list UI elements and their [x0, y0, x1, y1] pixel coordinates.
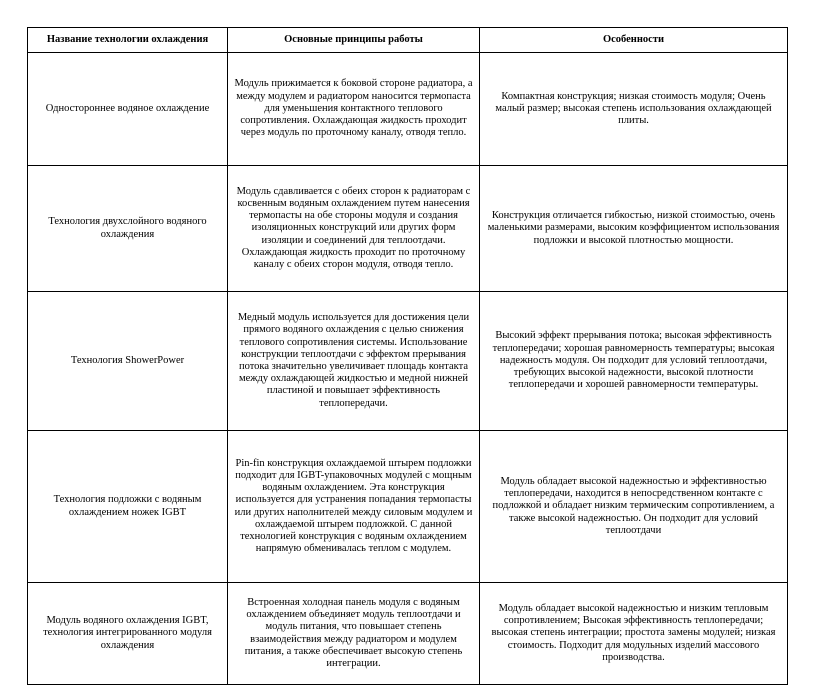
principle-cell: Модуль сдавливается с обеих сторон к радиаторам с косвенным водяным охлаждением путем нанесения термопасты на обе стороны модуля и создания изоляционных конструкций или других форм изоляции и соединений для теплоотдачи. Охлаждающая жидкость проходит по проточному каналу с обеих сторон модуля, отводя тепло. — [228, 166, 480, 292]
principle-cell: Встроенная холодная панель модуля с водяным охлаждением объединяет модуль теплоотдачи и модуль питания, что повышает степень взаимодействия между радиатором и модулем питания, а также обеспечивает высокую степень интеграции. — [228, 583, 480, 685]
features-cell: Модуль обладает высокой надежностью и низким тепловым сопротивлением; Высокая эффективность теплопередачи; высокая степень интеграции; простота замены модулей; низкая стоимость. Подходит для модульных изделий массового производства. — [480, 583, 788, 685]
header-working-principles: Основные принципы работы — [228, 28, 480, 53]
table-row — [28, 583, 788, 685]
header-technology-name: Название технологии охлаждения — [28, 28, 228, 53]
cooling-technologies-table — [27, 27, 788, 685]
principle-cell: Pin-fin конструкция охлаждаемой штырем подложки подходит для IGBT-упаковочных модулей с мощным водяным охлаждением. Эта конструкция используется для устранения попадания термопасты или других наполнителей между силовым модулем и охлаждаемой штырем подложкой. С данной технологией конструкция с водяным охлаждением напрямую обменивалась теплом с модулем. — [228, 431, 480, 583]
technology-name-cell: Модуль водяного охлаждения IGBT, технология интегрированного модуля охлаждения — [28, 583, 228, 685]
header-features: Особенности — [480, 28, 788, 53]
technology-name-cell: Технология двухслойного водяного охлаждения — [28, 166, 228, 292]
features-cell: Модуль обладает высокой надежностью и эффективностью теплопередачи, находится в непосредственном контакте с подложкой и обладает низким термическим сопротивлением, а также высокой надежностью. Он подходит для условий теплоотдачи — [480, 431, 788, 583]
table-row — [28, 431, 788, 583]
features-cell: Компактная конструкция; низкая стоимость модуля; Очень малый размер; высокая степень использования охлаждающей плиты. — [480, 53, 788, 166]
table-row — [28, 166, 788, 292]
technology-name-cell: Одностороннее водяное охлаждение — [28, 53, 228, 166]
principle-cell: Модуль прижимается к боковой стороне радиатора, а между модулем и радиатором наносится термопаста для уменьшения контактного теплового сопротивления. Охлаждающая жидкость проходит через модуль по проточному каналу, отводя тепло. — [228, 53, 480, 166]
technology-name-cell: Технология ShowerPower — [28, 292, 228, 431]
technology-name-cell: Технология подложки с водяным охлаждением ножек IGBT — [28, 431, 228, 583]
table-header-row — [28, 28, 788, 53]
principle-cell: Медный модуль используется для достижения цели прямого водяного охлаждения с целью снижения теплового сопротивления системы. Использование конструкции теплоотдачи с эффектом прерывания потока значительно увеличивает площадь контакта между охлаждающей жидкостью и медной нижней пластиной и повышает эффективность теплопередачи. — [228, 292, 480, 431]
table-row — [28, 53, 788, 166]
features-cell: Высокий эффект прерывания потока; высокая эффективность теплопередачи; хорошая равномерность температуры; высокая надежность модуля. Он подходит для условий теплоотдачи, требующих высокой надежности, высокой плотности теплопередачи и хорошей равномерности температуры. — [480, 292, 788, 431]
table-row — [28, 292, 788, 431]
features-cell: Конструкция отличается гибкостью, низкой стоимостью, очень маленькими размерами, высоким коэффициентом использования подложки и высокой плотностью мощности. — [480, 166, 788, 292]
